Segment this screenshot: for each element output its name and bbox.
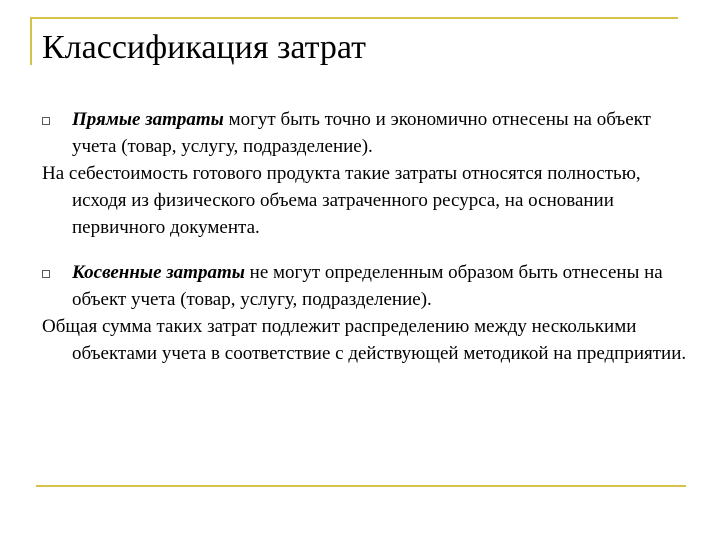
bottom-rule	[36, 485, 686, 487]
term-direct-costs: Прямые затраты	[72, 109, 224, 130]
explanation-direct-costs: На себестоимость готового продукта такие затраты относятся полностью, исходя из физического объема затраченного ресурса, на основании первичного документа.	[42, 163, 641, 238]
slide-content	[42, 106, 692, 367]
square-bullet-icon	[42, 270, 50, 278]
definition-direct-costs: могут быть точно и экономично отнесены на объект учета (товар, услугу, подразделение).	[72, 109, 651, 157]
square-bullet-icon	[42, 117, 50, 125]
term-indirect-costs: Косвенные затраты	[72, 262, 245, 283]
bullet-indirect-costs	[42, 259, 692, 313]
bullet-direct-costs	[42, 106, 692, 160]
title-rule-vertical	[30, 17, 32, 65]
explanation-indirect-costs: Общая сумма таких затрат подлежит распределению между несколькими объектами учета в соответствие с действующей методикой на предприятии.	[42, 316, 687, 364]
page-title: Классификация затрат	[42, 29, 366, 66]
title-rule-horizontal	[30, 17, 678, 19]
definition-indirect-costs: не могут определенным образом быть отнесены на объект учета (товар, услугу, подразделение).	[72, 262, 663, 310]
section-gap	[42, 241, 692, 259]
